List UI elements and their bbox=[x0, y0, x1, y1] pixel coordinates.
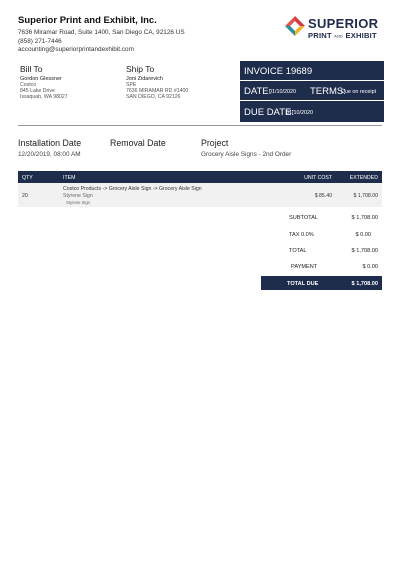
bill-to-name: Gordon Glessner bbox=[20, 76, 62, 82]
total-label: TOTAL bbox=[289, 248, 307, 254]
qty-header: QTY bbox=[22, 174, 33, 181]
bill-to-company: Costco bbox=[20, 82, 37, 88]
ship-to-heading: Ship To bbox=[126, 64, 155, 74]
total-due-bar bbox=[261, 276, 382, 290]
invoice-terms-value: Due on receipt bbox=[341, 89, 377, 95]
bill-to-city: Issaquah, WA 98027 bbox=[20, 94, 68, 101]
company-name: Superior Print and Exhibit, Inc. bbox=[18, 15, 157, 26]
row-unit-cost: $ 85.40 bbox=[314, 193, 332, 199]
installation-date-label: Installation Date bbox=[18, 138, 82, 148]
project-label: Project bbox=[201, 138, 229, 148]
ship-to-address bbox=[126, 76, 188, 101]
invoice-date-row bbox=[240, 81, 384, 101]
payment-value: $ 0.00 bbox=[362, 264, 378, 270]
row-item: Costco Products -> Grocery Aisle Sign -> Grocery Aisle Sign bbox=[63, 186, 202, 192]
tax-value: $ 0.00 bbox=[355, 232, 371, 238]
invoice-panel bbox=[240, 61, 384, 122]
section-divider bbox=[18, 125, 382, 126]
table-row bbox=[18, 183, 382, 207]
ship-to-name: Joni Zidarevich bbox=[126, 76, 163, 82]
company-phone: (858) 271-7446 bbox=[18, 38, 62, 45]
item-header: ITEM bbox=[63, 174, 76, 181]
ship-to-street: 7636 MIRAMAR RD #1400 bbox=[126, 88, 189, 95]
invoice-due-value: 01/10/2020 bbox=[286, 110, 313, 116]
company-logo bbox=[285, 16, 385, 42]
logo-text-superior: SUPERIOR bbox=[308, 16, 379, 31]
invoice-terms-label: TERMS: bbox=[310, 86, 346, 97]
bill-to-street: 845 Lake Drive bbox=[20, 88, 55, 95]
logo-text-print-exhibit: PRINT AND EXHIBIT bbox=[308, 31, 377, 40]
invoice-date-value: 01/10/2020 bbox=[269, 89, 296, 95]
unit-cost-header: UNIT COST bbox=[304, 174, 332, 181]
row-item-sub: Styrene Sign bbox=[63, 193, 93, 199]
tax-label: TAX 0.0% bbox=[289, 232, 314, 238]
row-qty: 20 bbox=[22, 193, 28, 199]
total-due-label: TOTAL DUE bbox=[287, 280, 319, 287]
invoice-number: INVOICE 19689 bbox=[244, 66, 313, 77]
invoice-date-label: DATE: bbox=[244, 86, 272, 97]
subtotal-label: SUBTOTAL bbox=[289, 215, 319, 221]
subtotal-value: $ 1,708.00 bbox=[351, 215, 378, 221]
total-due-value: $ 1,708.00 bbox=[351, 280, 378, 287]
row-extended: $ 1,708.00 bbox=[353, 193, 378, 199]
company-address: 7636 Miramar Road, Suite 1400, San Diego CA, 92126 US bbox=[18, 29, 185, 36]
installation-date-value: 12/20/2019, 08:00 AM bbox=[18, 151, 81, 158]
bill-to-address bbox=[20, 76, 68, 101]
ship-to-city: SAN DIEGO, CA 92126 bbox=[126, 94, 181, 101]
total-value: $ 1,708.00 bbox=[351, 248, 378, 254]
invoice-due-row bbox=[240, 102, 384, 121]
logo-mark-icon bbox=[285, 16, 305, 36]
extended-header: EXTENDED bbox=[349, 174, 378, 181]
ship-to-company: SPE bbox=[126, 82, 137, 88]
invoice-due-label: DUE DATE: bbox=[244, 107, 294, 118]
removal-date-label: Removal Date bbox=[110, 138, 166, 148]
row-item-sub-detail: Styrene Sign bbox=[66, 200, 90, 205]
bill-to-heading: Bill To bbox=[20, 64, 43, 74]
invoice-number-row bbox=[240, 61, 384, 81]
company-email[interactable]: accounting@superiorprintandexhibit.com bbox=[18, 46, 134, 53]
items-table-header bbox=[18, 171, 382, 183]
project-value: Grocery Aisle Signs - 2nd Order bbox=[201, 151, 292, 158]
payment-label: PAYMENT bbox=[291, 264, 318, 270]
